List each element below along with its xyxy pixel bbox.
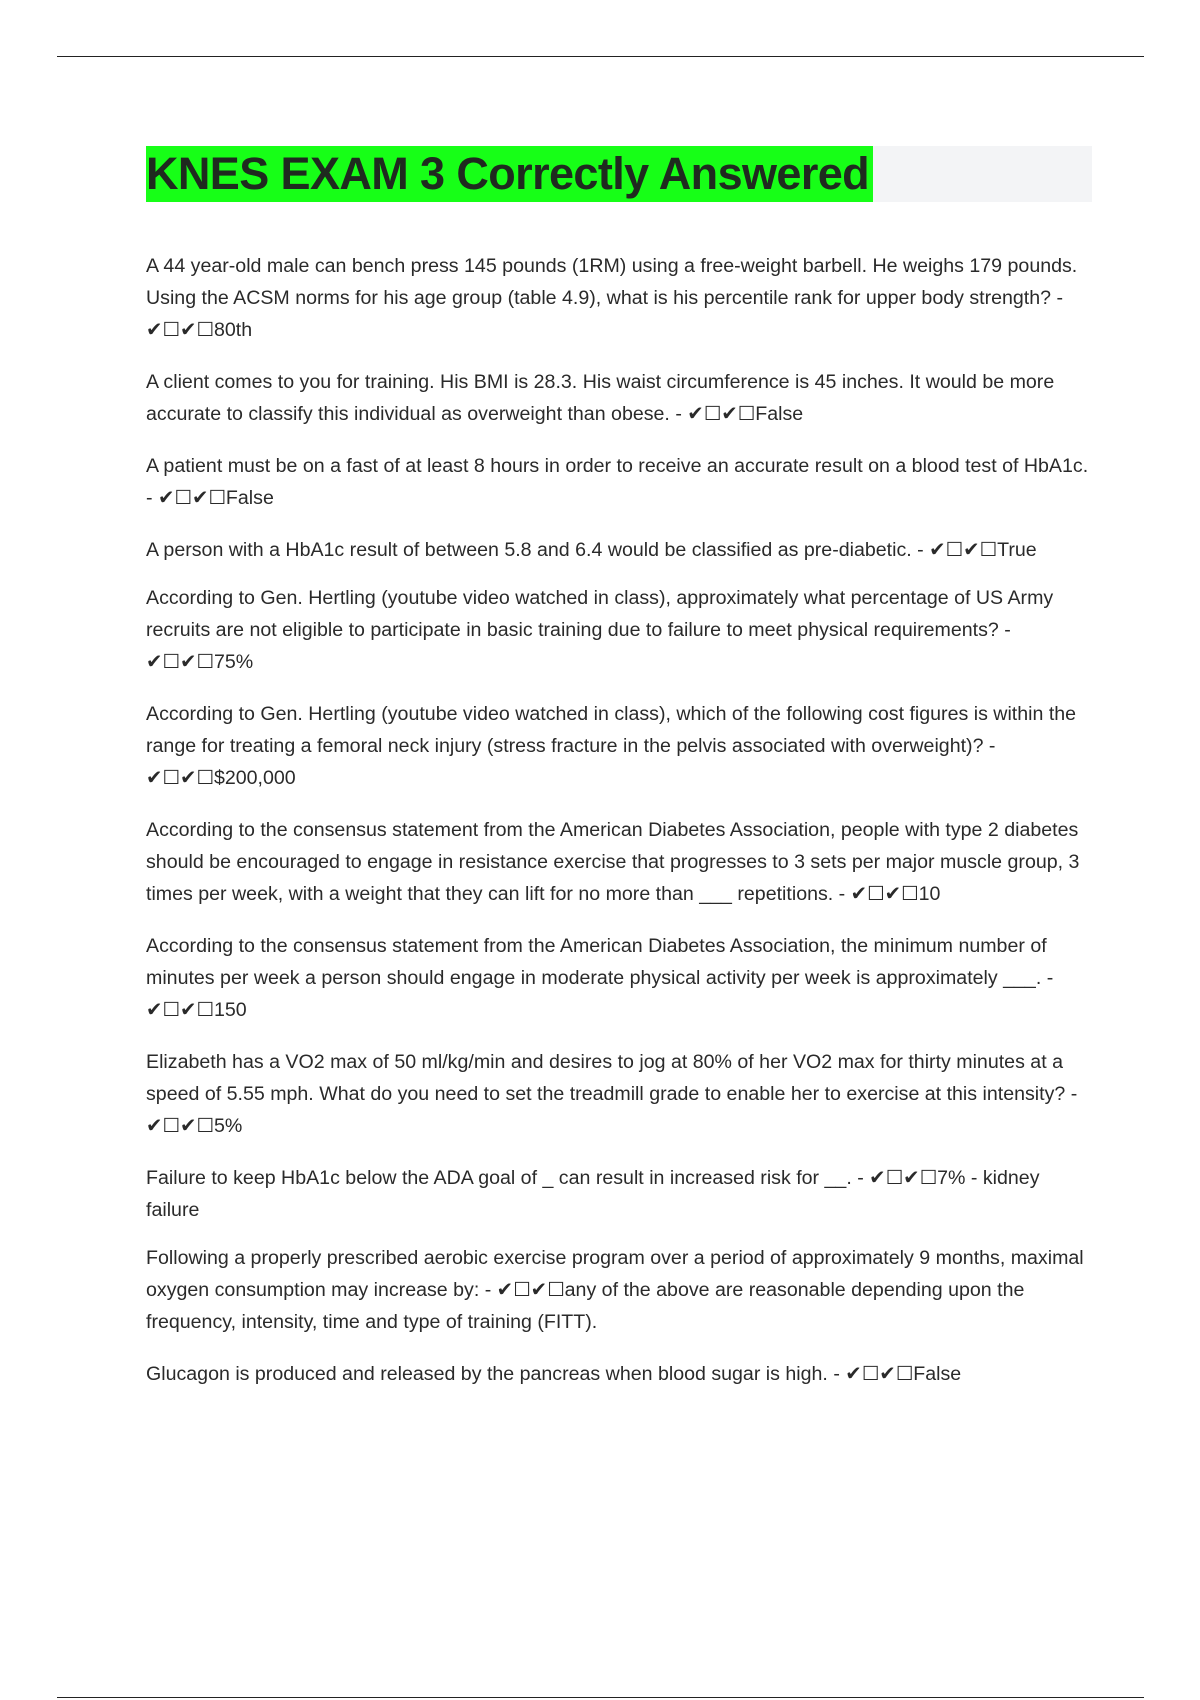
- qa-item: Following a properly prescribed aerobic exercise program over a period of approximately 9 months, maximal oxygen consumption may increase by: - ✔☐✔☐any of the above are reasonable depending upon the frequency, intensity, time and type of training (FITT).: [146, 1247, 1084, 1333]
- top-rule: [57, 56, 1144, 57]
- qa-list: [146, 250, 1094, 1410]
- title-band: [146, 146, 1092, 202]
- qa-item: A patient must be on a fast of at least 8 hours in order to receive an accurate result on a blood test of HbA1c. - ✔☐✔☐False: [146, 455, 1089, 509]
- qa-item: A client comes to you for training. His BMI is 28.3. His waist circumference is 45 inches. It would be more accurate to classify this individual as overweight than obese. - ✔☐✔☐False: [146, 371, 1055, 425]
- qa-item: A person with a HbA1c result of between 5.8 and 6.4 would be classified as pre-diabetic. - ✔☐✔☐True: [146, 539, 1037, 561]
- document-title: KNES EXAM 3 Correctly Answered: [146, 146, 873, 202]
- qa-item: A 44 year-old male can bench press 145 pounds (1RM) using a free-weight barbell. He weighs 179 pounds. Using the ACSM norms for his age group (table 4.9), what is his percentile rank for upper body strength? - ✔☐✔☐80th: [146, 255, 1078, 341]
- qa-item: Elizabeth has a VO2 max of 50 ml/kg/min and desires to jog at 80% of her VO2 max for thirty minutes at a speed of 5.55 mph. What do you need to set the treadmill grade to enable her to exercise at this intensity? - ✔☐✔☐5%: [146, 1051, 1078, 1137]
- qa-item: Glucagon is produced and released by the pancreas when blood sugar is high. - ✔☐✔☐False: [146, 1363, 962, 1385]
- qa-item: According to Gen. Hertling (youtube video watched in class), which of the following cost figures is within the range for treating a femoral neck injury (stress fracture in the pelvis associated with overweight)? - ✔☐✔☐$200,000: [146, 703, 1077, 789]
- qa-item: Failure to keep HbA1c below the ADA goal of _ can result in increased risk for __. - ✔☐✔☐7% - kidney failure: [146, 1167, 1040, 1221]
- bottom-rule: [57, 1697, 1144, 1698]
- qa-item: According to the consensus statement from the American Diabetes Association, the minimum number of minutes per week a person should engage in moderate physical activity per week is approximately ___. - ✔☐✔☐150: [146, 935, 1054, 1021]
- qa-item: According to Gen. Hertling (youtube video watched in class), approximately what percentage of US Army recruits are not eligible to participate in basic training due to failure to meet physical requirements? - ✔☐✔☐75%: [146, 587, 1054, 673]
- qa-item: According to the consensus statement from the American Diabetes Association, people with type 2 diabetes should be encouraged to engage in resistance exercise that progresses to 3 sets per major muscle group, 3 times per week, with a weight that they can lift for no more than ___ repetitions. - ✔☐✔☐10: [146, 819, 1080, 905]
